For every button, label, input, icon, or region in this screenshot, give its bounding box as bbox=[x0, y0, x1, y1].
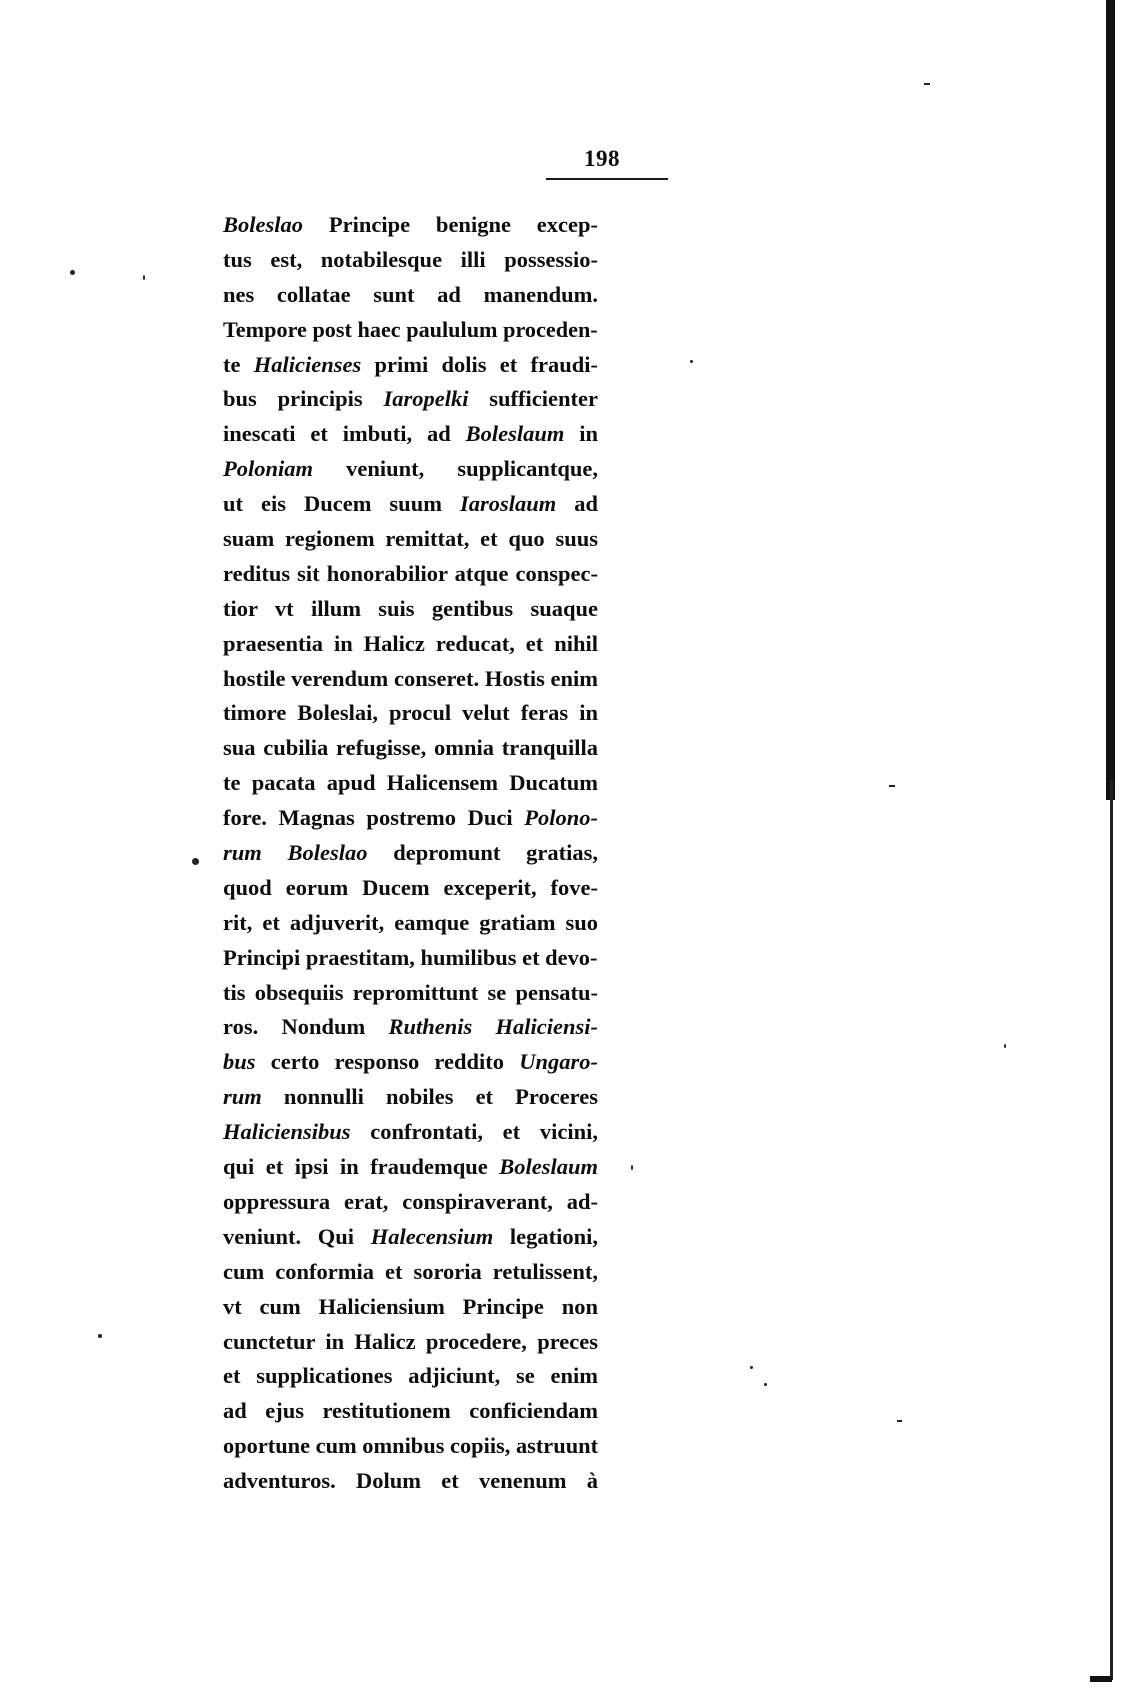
italic-proper-noun: rum Boleslao bbox=[223, 840, 368, 866]
text-run: sua cubilia refugisse, omnia tranquilla bbox=[223, 735, 598, 761]
text-run: praesentia in Halicz reducat, et nihil bbox=[223, 630, 598, 656]
text-run: legationi, bbox=[493, 1223, 598, 1249]
text-run: nes collatae sunt ad manendum. bbox=[223, 281, 598, 307]
text-run: vt cum Haliciensium Principe non bbox=[223, 1293, 598, 1319]
italic-proper-noun: Iaroslaum bbox=[459, 491, 557, 517]
text-run: te bbox=[223, 351, 254, 377]
scan-speck bbox=[1004, 1044, 1006, 1048]
text-run: ros. Nondum bbox=[223, 1014, 389, 1040]
text-line bbox=[223, 696, 598, 731]
text-run: fore. Magnas postremo Duci bbox=[223, 805, 525, 831]
italic-proper-noun: bus bbox=[223, 1049, 256, 1075]
text-line bbox=[223, 801, 598, 836]
text-run: ad ejus restitutionem conficiendam bbox=[223, 1398, 598, 1424]
text-run: Tempore post haec paululum proceden- bbox=[223, 316, 598, 342]
italic-proper-noun: Poloniam bbox=[223, 456, 314, 482]
italic-proper-noun: rum bbox=[223, 1084, 262, 1110]
text-line bbox=[223, 313, 598, 348]
text-line bbox=[223, 976, 598, 1011]
text-line bbox=[223, 208, 598, 243]
text-line bbox=[223, 1080, 598, 1115]
scan-speck bbox=[897, 1420, 902, 1422]
text-line bbox=[223, 1045, 598, 1080]
text-run: Principe benigne excep- bbox=[303, 212, 598, 237]
text-run: Principi praestitam, humilibus et devo- bbox=[223, 944, 598, 970]
text-line bbox=[223, 382, 598, 417]
text-line bbox=[223, 906, 598, 941]
text-run: cunctetur in Halicz procedere, preces bbox=[223, 1328, 598, 1354]
text-line bbox=[223, 1220, 598, 1255]
italic-proper-noun: Boleslao bbox=[223, 212, 304, 237]
text-line bbox=[223, 522, 598, 557]
italic-proper-noun: Boleslaum bbox=[499, 1154, 598, 1180]
text-run: inescati et imbuti, ad bbox=[223, 421, 466, 447]
text-line bbox=[223, 1429, 599, 1464]
text-line bbox=[223, 731, 598, 766]
italic-proper-noun: Halicienses bbox=[253, 351, 362, 377]
scan-speck bbox=[690, 360, 693, 363]
text-line bbox=[223, 243, 598, 278]
text-run: qui et ipsi in fraudemque bbox=[223, 1154, 500, 1180]
text-run: primi dolis et fraudi- bbox=[361, 351, 598, 377]
scan-speck bbox=[143, 275, 145, 280]
scan-speck bbox=[631, 1165, 633, 1170]
text-line bbox=[223, 452, 598, 487]
right-edge-scan-bar-lower bbox=[1110, 780, 1113, 1680]
text-line bbox=[223, 662, 598, 697]
text-run: adventuros. Dolum et venenum à bbox=[223, 1468, 598, 1494]
text-run: confrontati, et vicini, bbox=[350, 1119, 598, 1145]
text-run: reditus sit honorabilior atque conspec- bbox=[223, 560, 598, 586]
text-run: quod eorum Ducem exceperit, fove- bbox=[223, 874, 598, 900]
text-line bbox=[223, 766, 598, 801]
text-run: veniunt, supplicantque, bbox=[313, 456, 598, 482]
text-line bbox=[223, 1010, 598, 1045]
scan-corner-mark bbox=[1090, 1676, 1112, 1682]
italic-proper-noun: Ungaro- bbox=[519, 1049, 598, 1075]
scan-speck bbox=[889, 785, 895, 787]
text-run: ad bbox=[556, 491, 598, 517]
italic-proper-noun: Haliciensibus bbox=[223, 1119, 351, 1145]
right-edge-scan-bar bbox=[1106, 0, 1115, 800]
text-run: depromunt gratias, bbox=[367, 840, 598, 866]
header-rule bbox=[546, 178, 668, 180]
scan-speck bbox=[764, 1383, 767, 1386]
text-run: veniunt. Qui bbox=[223, 1223, 371, 1249]
text-run: te pacata apud Halicensem Ducatum bbox=[223, 770, 598, 796]
text-run: et supplicationes adjiciunt, se enim bbox=[223, 1363, 598, 1389]
scan-speck bbox=[924, 83, 930, 85]
italic-proper-noun: Boleslaum bbox=[465, 421, 565, 447]
text-line bbox=[223, 1255, 598, 1290]
text-line bbox=[223, 941, 597, 976]
text-line bbox=[223, 278, 598, 313]
page-number: 198 bbox=[584, 146, 620, 171]
text-line bbox=[223, 1290, 598, 1325]
text-line bbox=[223, 1464, 598, 1499]
text-line bbox=[223, 1325, 598, 1360]
text-run: bus principis bbox=[223, 386, 384, 412]
scan-speck bbox=[192, 858, 199, 865]
text-line bbox=[223, 348, 598, 383]
text-run: tior vt illum suis gentibus suaque bbox=[223, 595, 598, 621]
italic-proper-noun: Iaropelki bbox=[383, 386, 469, 412]
scan-speck bbox=[70, 270, 75, 275]
text-run: hostile verendum conseret. Hostis enim bbox=[223, 665, 598, 691]
text-line bbox=[223, 557, 598, 592]
text-run: oppressura erat, conspiraverant, ad- bbox=[223, 1188, 598, 1214]
text-line bbox=[223, 627, 598, 662]
text-run: sufficienter bbox=[468, 386, 598, 412]
text-run: rit, et adjuverit, eamque gratiam suo bbox=[223, 909, 598, 935]
text-run: oportune cum omnibus copiis, astruunt bbox=[223, 1433, 599, 1459]
text-run: timore Boleslai, procul velut feras in bbox=[223, 700, 598, 726]
text-line bbox=[223, 1115, 598, 1150]
text-line bbox=[223, 1185, 598, 1220]
text-run: tis obsequiis repromittunt se pensatu- bbox=[223, 979, 598, 1005]
italic-proper-noun: Halecensium bbox=[370, 1223, 494, 1249]
text-column bbox=[223, 208, 598, 1499]
text-line bbox=[223, 1394, 598, 1429]
text-run: tus est, notabilesque illi possessio- bbox=[223, 246, 598, 272]
text-line bbox=[223, 1359, 598, 1394]
text-run: nonnulli nobiles et Proceres bbox=[261, 1084, 598, 1110]
text-line bbox=[223, 871, 598, 906]
text-run: in bbox=[564, 421, 599, 447]
text-run: certo responso reddito bbox=[255, 1049, 520, 1075]
text-run: suam regionem remittat, et quo suus bbox=[223, 526, 598, 552]
text-line bbox=[223, 1150, 598, 1185]
scan-speck bbox=[98, 1334, 102, 1338]
italic-proper-noun: Ruthenis Haliciensi- bbox=[388, 1014, 598, 1040]
scan-speck bbox=[750, 1366, 753, 1369]
text-run: cum conformia et sororia retulissent, bbox=[223, 1258, 598, 1284]
text-line bbox=[223, 417, 598, 452]
text-line bbox=[223, 487, 598, 522]
text-line bbox=[223, 836, 598, 871]
text-run: ut eis Ducem suum bbox=[223, 491, 460, 517]
italic-proper-noun: Polono- bbox=[524, 805, 598, 831]
text-line bbox=[223, 592, 598, 627]
